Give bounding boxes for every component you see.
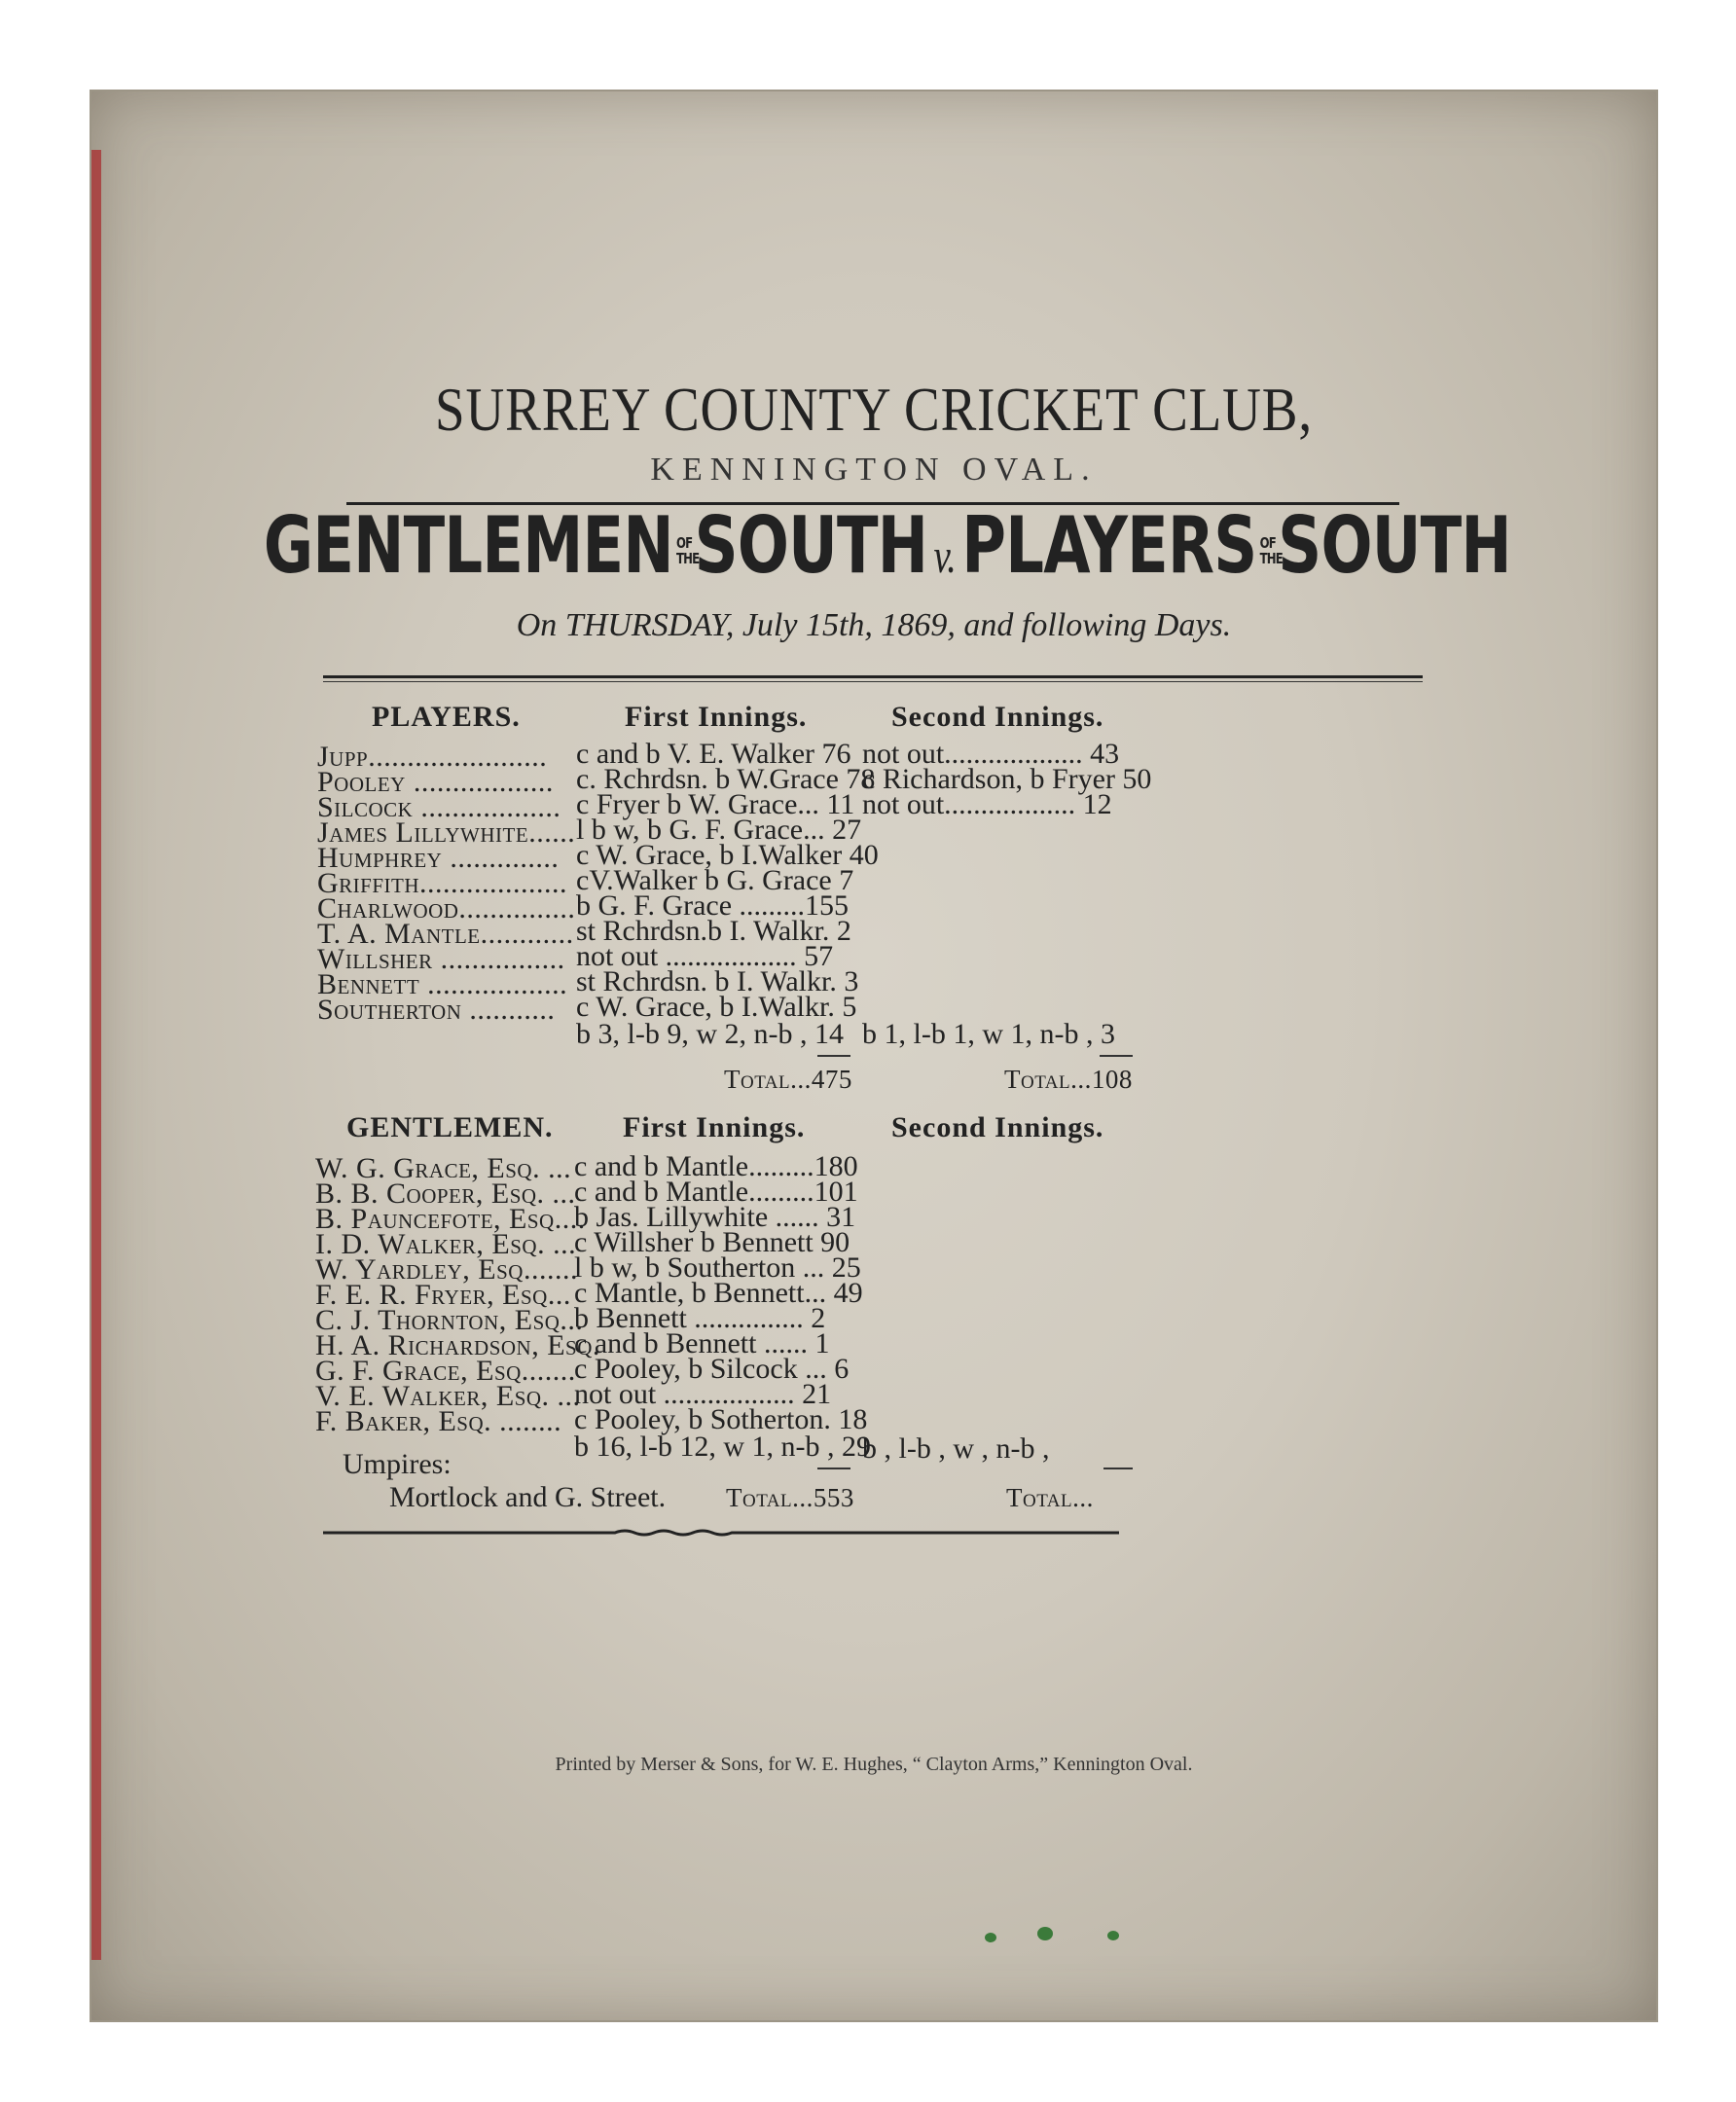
player-name: Jupp....................... <box>317 741 548 773</box>
gentleman-name: I. D. Walker, Esq. ... <box>315 1228 577 1260</box>
player-name: Willsher ................ <box>317 943 565 975</box>
players-extras-first: b 3, l-b 9, w 2, n-b , 14 <box>576 1018 844 1050</box>
gentlemen-heading: GENTLEMEN. <box>346 1111 554 1143</box>
bottom-wavy-rule <box>323 1528 1119 1538</box>
south-b: SOUTH <box>1278 500 1511 591</box>
south-a: SOUTH <box>694 500 928 591</box>
team-b: PLAYERS <box>961 500 1257 591</box>
player-name: Bennett .................. <box>317 968 568 1000</box>
player-name: Griffith................... <box>317 867 568 899</box>
player-first: c W. Grace, b I.Walkr. 5 <box>576 991 857 1023</box>
green-ink-spot <box>985 1933 996 1942</box>
gentleman-name: W. Yardley, Esq....... <box>315 1253 578 1286</box>
player-name: Charlwood............... <box>317 892 576 924</box>
player-name: Silcock .................. <box>317 791 561 823</box>
gentleman-name: G. F. Grace, Esq....... <box>315 1355 576 1387</box>
player-name: Humphrey .............. <box>317 842 560 874</box>
venue: KENNINGTON OVAL. <box>650 452 1098 488</box>
gentleman-name: F. Baker, Esq. ........ <box>315 1405 562 1437</box>
gentleman-first: b Jas. Lillywhite ...... 31 <box>574 1201 856 1233</box>
player-first: l b w, b G. F. Grace... 27 <box>576 814 862 846</box>
gentleman-first: c Mantle, b Bennett... 49 <box>574 1277 863 1309</box>
gentleman-first: c and b Mantle.........101 <box>574 1176 858 1208</box>
gentleman-first: l b w, b Southerton ... 25 <box>574 1251 861 1284</box>
versus: v. <box>933 528 957 583</box>
mid-rule-thin <box>323 681 1423 682</box>
gentleman-name: V. E. Walker, Esq. ... <box>315 1380 581 1412</box>
player-first: c W. Grace, b I.Walker 40 <box>576 839 879 871</box>
gentlemen-total-first: Total...553 <box>726 1483 854 1512</box>
player-first: not out .................. 57 <box>576 940 834 972</box>
match-title <box>263 500 1511 591</box>
players-first-innings-heading: First Innings. <box>625 701 808 733</box>
gentlemen-second-innings-heading: Second Innings. <box>891 1111 1104 1143</box>
gentlemen-extras-second: b , l-b , w , n-b , <box>862 1432 1050 1465</box>
players-total-second: Total...108 <box>1004 1065 1133 1094</box>
gentleman-name: B. B. Cooper, Esq. ... <box>315 1178 576 1210</box>
gentlemen-first-innings-heading: First Innings. <box>623 1111 806 1143</box>
of-the-b: OF THE <box>1259 534 1284 568</box>
printer-imprint: Printed by Merser & Sons, for W. E. Hughes, “ Clayton Arms,” Kennington Oval. <box>555 1754 1193 1775</box>
gentlemen-sum-rule-first <box>817 1468 850 1469</box>
gentleman-first: c Willsher b Bennett 90 <box>574 1226 850 1258</box>
date-line: On THURSDAY, July 15th, 1869, and following Days. <box>516 607 1232 643</box>
scorecard <box>90 90 1658 2022</box>
gentleman-first: c and b Bennett ...... 1 <box>574 1327 830 1359</box>
player-name: Pooley .................. <box>317 766 554 798</box>
gentleman-name: W. G. Grace, Esq. ... <box>315 1152 572 1184</box>
player-first: c and b V. E. Walker 76 <box>576 738 851 770</box>
green-ink-spot <box>1107 1931 1119 1940</box>
umpires-names: Mortlock and G. Street. <box>389 1481 667 1513</box>
gentleman-name: B. Pauncefote, Esq.... <box>315 1203 586 1235</box>
mid-rule <box>323 675 1423 678</box>
player-name: James Lillywhite...... <box>317 816 576 849</box>
player-first: cV.Walker b G. Grace 7 <box>576 864 854 896</box>
players-sum-rule-first <box>817 1055 850 1057</box>
gentlemen-sum-rule-second <box>1103 1468 1133 1469</box>
umpires-label: Umpires: <box>343 1448 452 1480</box>
player-first: c Fryer b W. Grace... 11 <box>576 788 855 820</box>
players-extras-second: b 1, l-b 1, w 1, n-b , 3 <box>862 1018 1115 1050</box>
gentlemen-extras-first: b 16, l-b 12, w 1, n-b , 29 <box>574 1431 871 1463</box>
gentleman-name: C. J. Thornton, Esq... <box>315 1304 584 1336</box>
of-the-a: OF THE <box>675 534 700 568</box>
player-second: not out.................. 12 <box>862 788 1112 820</box>
player-first: st Rchrdsn. b I. Walkr. 3 <box>576 965 859 997</box>
gentleman-first: b Bennett ............... 2 <box>574 1302 826 1334</box>
player-name: T. A. Mantle............ <box>317 918 574 950</box>
gentleman-name: H. A. Richardson, Esq. <box>315 1329 600 1361</box>
players-sum-rule-second <box>1100 1055 1133 1057</box>
gentleman-first: c and b Mantle.........180 <box>574 1150 858 1182</box>
green-ink-spot <box>1037 1927 1053 1940</box>
players-heading: PLAYERS. <box>372 701 521 733</box>
gentleman-first: c Pooley, b Silcock ... 6 <box>574 1353 850 1385</box>
club-title: SURREY COUNTY CRICKET CLUB, <box>435 375 1313 444</box>
player-name: Southerton ........... <box>317 994 556 1026</box>
player-first: c. Rchrdsn. b W.Grace 78 <box>576 763 876 795</box>
red-spine-edge <box>91 150 101 1960</box>
gentleman-first: not out .................. 21 <box>574 1378 832 1410</box>
gentlemen-total-second: Total... <box>1006 1483 1094 1512</box>
gentleman-name: F. E. R. Fryer, Esq... <box>315 1279 571 1311</box>
player-second: c Richardson, b Fryer 50 <box>862 763 1152 795</box>
gentleman-first: c Pooley, b Sotherton. 18 <box>574 1403 868 1435</box>
player-second: not out................... 43 <box>862 738 1120 770</box>
player-first: st Rchrdsn.b I. Walkr. 2 <box>576 915 851 947</box>
players-second-innings-heading: Second Innings. <box>891 701 1104 733</box>
team-a: GENTLEMEN <box>263 500 673 591</box>
player-first: b G. F. Grace .........155 <box>576 889 850 922</box>
players-total-first: Total...475 <box>724 1065 852 1094</box>
